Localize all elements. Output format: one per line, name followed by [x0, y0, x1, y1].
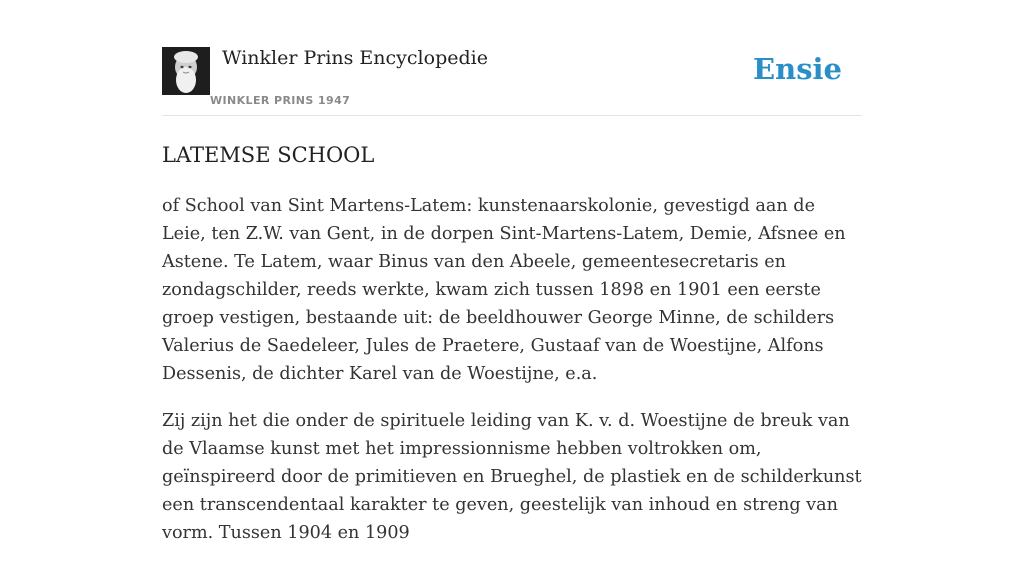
- page-container: [162, 0, 862, 543]
- site-header: [162, 0, 862, 116]
- avatar[interactable]: [162, 47, 210, 95]
- brand-logo[interactable]: Ensie: [753, 52, 842, 86]
- article-title: LATEMSE SCHOOL: [162, 143, 375, 167]
- site-title[interactable]: Winkler Prins Encyclopedie: [222, 47, 488, 69]
- portrait-icon: [162, 47, 210, 95]
- article-paragraph: of School van Sint Martens-Latem: kunstenaarskolonie, gevestigd aan de Leie, ten Z.W. van Gent, in de dorpen Sint-Martens-Latem, Demie, Afsnee en Astene. Te Latem, waar Binus van den Abeele, gemeentesecretaris en zondagschilder, reeds werkte, kwam zich tussen 1898 en 1901 een eerste groep vestigen, bestaande uit: de beeldhouwer George Minne, de schilders Valerius de Saedeleer, Jules de Praetere, Gustaaf van de Woestijne, Alfons Dessenis, de dichter Karel van de Woestijne, e.a.: [162, 196, 846, 384]
- site-subtitle: WINKLER PRINS 1947: [210, 94, 351, 107]
- article-body: [162, 192, 862, 566]
- article-paragraph: Zij zijn het die onder de spirituele leiding van K. v. d. Woestijne de breuk van de Vlaamse kunst met het impressionnisme hebben voltrokken om, geïnspireerd door de primitieven en Brueghel, de plastiek en de schilderkunst een transcendentaal karakter te geven, geestelijk van inhoud en streng van vorm. Tussen 1904 en 1909: [162, 411, 862, 543]
